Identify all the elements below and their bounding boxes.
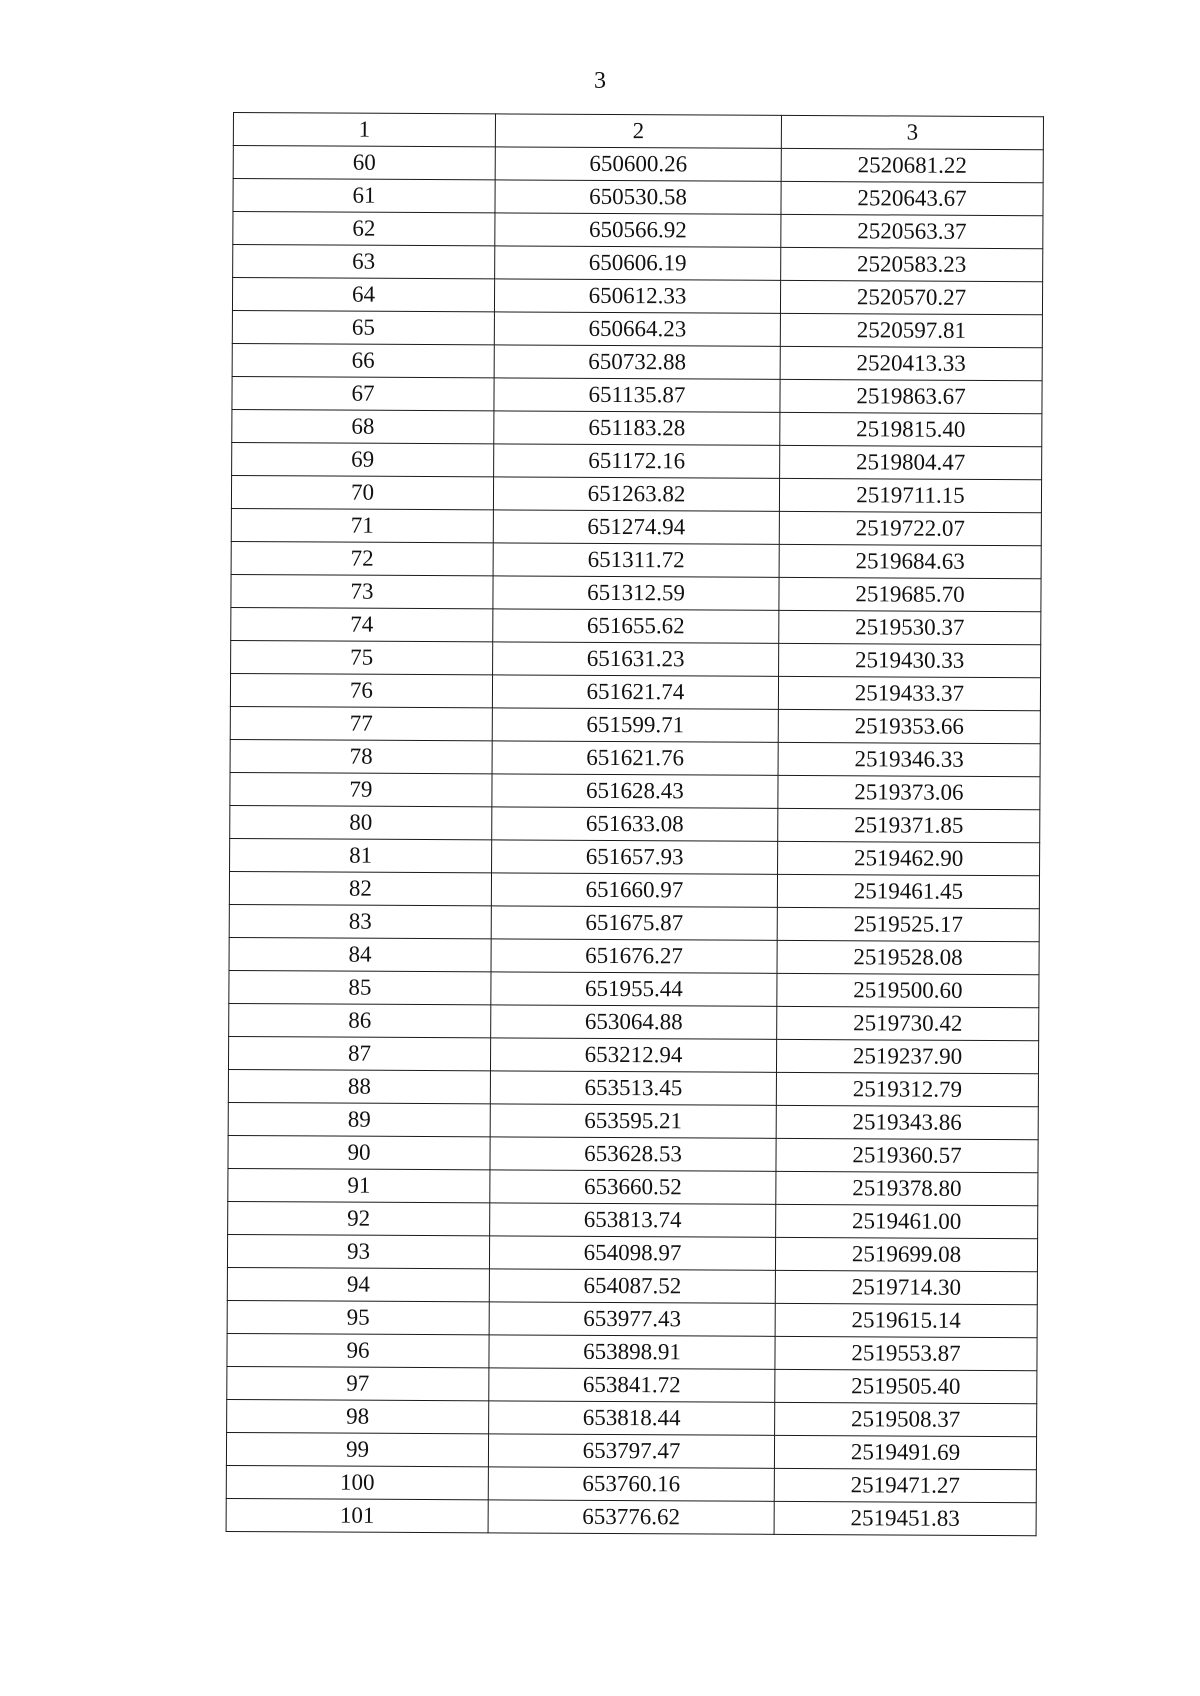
x-coordinate-cell: 651172.16 bbox=[494, 444, 780, 478]
point-number-cell: 76 bbox=[230, 673, 492, 707]
table-row bbox=[229, 937, 1039, 974]
y-coordinate-cell: 2519346.33 bbox=[778, 742, 1040, 776]
y-coordinate-cell: 2520583.23 bbox=[781, 247, 1043, 281]
point-number-cell: 63 bbox=[233, 245, 495, 279]
table-row bbox=[229, 1003, 1039, 1040]
point-number-cell: 80 bbox=[230, 805, 492, 839]
point-number-cell: 95 bbox=[227, 1300, 489, 1334]
y-coordinate-cell: 2519491.69 bbox=[774, 1435, 1036, 1469]
y-coordinate-cell: 2519553.87 bbox=[775, 1336, 1037, 1370]
table-row bbox=[233, 146, 1043, 183]
x-coordinate-cell: 651135.87 bbox=[494, 378, 780, 412]
y-coordinate-cell: 2519528.08 bbox=[777, 940, 1039, 974]
y-coordinate-cell: 2520413.33 bbox=[780, 346, 1042, 380]
point-number-cell: 96 bbox=[227, 1333, 489, 1367]
x-coordinate-cell: 653841.72 bbox=[489, 1368, 775, 1402]
y-coordinate-cell: 2519685.70 bbox=[779, 577, 1041, 611]
table-row bbox=[232, 442, 1042, 479]
x-coordinate-cell: 651628.43 bbox=[492, 774, 778, 808]
point-number-cell: 92 bbox=[228, 1201, 490, 1235]
x-coordinate-cell: 650566.92 bbox=[495, 213, 781, 247]
x-coordinate-cell: 651660.97 bbox=[491, 873, 777, 907]
y-coordinate-cell: 2519505.40 bbox=[775, 1369, 1037, 1403]
y-coordinate-cell: 2519699.08 bbox=[775, 1237, 1037, 1271]
point-number-cell: 75 bbox=[231, 640, 493, 674]
point-number-cell: 69 bbox=[232, 442, 494, 476]
point-number-cell: 82 bbox=[229, 871, 491, 905]
y-coordinate-cell: 2519343.86 bbox=[776, 1105, 1038, 1139]
table-row bbox=[230, 772, 1040, 809]
y-coordinate-cell: 2519530.37 bbox=[779, 610, 1041, 644]
point-number-cell: 100 bbox=[226, 1465, 488, 1499]
y-coordinate-cell: 2520597.81 bbox=[780, 313, 1042, 347]
point-number-cell: 79 bbox=[230, 772, 492, 806]
y-coordinate-cell: 2519615.14 bbox=[775, 1303, 1037, 1337]
y-coordinate-cell: 2519815.40 bbox=[780, 412, 1042, 446]
y-coordinate-cell: 2519730.42 bbox=[777, 1006, 1039, 1040]
point-number-cell: 60 bbox=[233, 146, 495, 180]
table-row bbox=[232, 278, 1042, 315]
y-coordinate-cell: 2519461.00 bbox=[776, 1204, 1038, 1238]
point-number-cell: 99 bbox=[226, 1432, 488, 1466]
x-coordinate-cell: 651657.93 bbox=[492, 840, 778, 874]
x-coordinate-cell: 653660.52 bbox=[490, 1170, 776, 1204]
table-row bbox=[229, 970, 1039, 1007]
y-coordinate-cell: 2519451.83 bbox=[774, 1501, 1036, 1535]
point-number-cell: 84 bbox=[229, 937, 491, 971]
table-row bbox=[232, 409, 1042, 446]
y-coordinate-cell: 2520563.37 bbox=[781, 214, 1043, 248]
y-coordinate-cell: 2519360.57 bbox=[776, 1138, 1038, 1172]
x-coordinate-cell: 651633.08 bbox=[492, 807, 778, 841]
table-row bbox=[229, 871, 1039, 908]
table-row bbox=[228, 1168, 1038, 1205]
table-row bbox=[227, 1267, 1037, 1304]
point-number-cell: 81 bbox=[230, 838, 492, 872]
x-coordinate-cell: 651675.87 bbox=[491, 906, 777, 940]
y-coordinate-cell: 2519430.33 bbox=[779, 643, 1041, 677]
point-number-cell: 73 bbox=[231, 574, 493, 608]
y-coordinate-cell: 2519722.07 bbox=[779, 511, 1041, 545]
y-coordinate-cell: 2519714.30 bbox=[775, 1270, 1037, 1304]
table-row bbox=[227, 1333, 1037, 1370]
table-row bbox=[227, 1300, 1037, 1337]
table-row bbox=[232, 343, 1042, 380]
y-coordinate-cell: 2519237.90 bbox=[776, 1039, 1038, 1073]
y-coordinate-cell: 2519462.90 bbox=[778, 841, 1040, 875]
table-row bbox=[228, 1201, 1038, 1238]
table-body bbox=[226, 113, 1043, 1536]
header-cell-1: 1 bbox=[233, 113, 495, 147]
table-row bbox=[227, 1234, 1037, 1271]
x-coordinate-cell: 653977.43 bbox=[489, 1302, 775, 1336]
y-coordinate-cell: 2519500.60 bbox=[777, 973, 1039, 1007]
x-coordinate-cell: 651655.62 bbox=[493, 609, 779, 643]
header-cell-2: 2 bbox=[495, 114, 781, 148]
point-number-cell: 70 bbox=[231, 475, 493, 509]
x-coordinate-cell: 653628.53 bbox=[490, 1137, 776, 1171]
y-coordinate-cell: 2519353.66 bbox=[778, 709, 1040, 743]
table-header-row bbox=[233, 113, 1043, 150]
y-coordinate-cell: 2519525.17 bbox=[777, 907, 1039, 941]
x-coordinate-cell: 653212.94 bbox=[490, 1038, 776, 1072]
x-coordinate-cell: 650612.33 bbox=[494, 279, 780, 313]
x-coordinate-cell: 650732.88 bbox=[494, 345, 780, 379]
y-coordinate-cell: 2519684.63 bbox=[779, 544, 1041, 578]
coordinates-table-container bbox=[226, 112, 1043, 1536]
x-coordinate-cell: 651183.28 bbox=[494, 411, 780, 445]
y-coordinate-cell: 2520681.22 bbox=[781, 148, 1043, 182]
y-coordinate-cell: 2519433.37 bbox=[778, 676, 1040, 710]
table-row bbox=[231, 508, 1041, 545]
table-row bbox=[228, 1102, 1038, 1139]
point-number-cell: 87 bbox=[228, 1036, 490, 1070]
y-coordinate-cell: 2519371.85 bbox=[778, 808, 1040, 842]
table-row bbox=[231, 574, 1041, 611]
table-row bbox=[229, 904, 1039, 941]
x-coordinate-cell: 651631.23 bbox=[493, 642, 779, 676]
table-row bbox=[233, 179, 1043, 216]
point-number-cell: 85 bbox=[229, 970, 491, 1004]
table-row bbox=[226, 1498, 1036, 1535]
point-number-cell: 66 bbox=[232, 343, 494, 377]
y-coordinate-cell: 2519508.37 bbox=[775, 1402, 1037, 1436]
point-number-cell: 90 bbox=[228, 1135, 490, 1169]
table-row bbox=[227, 1399, 1037, 1436]
point-number-cell: 64 bbox=[232, 278, 494, 312]
x-coordinate-cell: 651676.27 bbox=[491, 939, 777, 973]
table-row bbox=[231, 475, 1041, 512]
x-coordinate-cell: 651955.44 bbox=[491, 972, 777, 1006]
table-row bbox=[231, 541, 1041, 578]
point-number-cell: 62 bbox=[233, 212, 495, 246]
y-coordinate-cell: 2519471.27 bbox=[774, 1468, 1036, 1502]
table-row bbox=[226, 1432, 1036, 1469]
point-number-cell: 61 bbox=[233, 179, 495, 213]
x-coordinate-cell: 651621.76 bbox=[492, 741, 778, 775]
x-coordinate-cell: 653797.47 bbox=[488, 1434, 774, 1468]
x-coordinate-cell: 653513.45 bbox=[490, 1071, 776, 1105]
table-row bbox=[231, 607, 1041, 644]
y-coordinate-cell: 2519373.06 bbox=[778, 775, 1040, 809]
table-row bbox=[233, 212, 1043, 249]
y-coordinate-cell: 2520643.67 bbox=[781, 181, 1043, 215]
y-coordinate-cell: 2519804.47 bbox=[780, 445, 1042, 479]
x-coordinate-cell: 653064.88 bbox=[491, 1005, 777, 1039]
y-coordinate-cell: 2519711.15 bbox=[779, 478, 1041, 512]
x-coordinate-cell: 651274.94 bbox=[493, 510, 779, 544]
point-number-cell: 86 bbox=[229, 1003, 491, 1037]
x-coordinate-cell: 654098.97 bbox=[489, 1236, 775, 1270]
point-number-cell: 101 bbox=[226, 1498, 488, 1532]
point-number-cell: 98 bbox=[227, 1399, 489, 1433]
point-number-cell: 71 bbox=[231, 508, 493, 542]
x-coordinate-cell: 653813.74 bbox=[490, 1203, 776, 1237]
x-coordinate-cell: 650606.19 bbox=[495, 246, 781, 280]
page-number: 3 bbox=[594, 68, 606, 94]
table-row bbox=[230, 706, 1040, 743]
point-number-cell: 83 bbox=[229, 904, 491, 938]
x-coordinate-cell: 653898.91 bbox=[489, 1335, 775, 1369]
point-number-cell: 91 bbox=[228, 1168, 490, 1202]
x-coordinate-cell: 653818.44 bbox=[489, 1401, 775, 1435]
table-row bbox=[228, 1135, 1038, 1172]
point-number-cell: 94 bbox=[227, 1267, 489, 1301]
x-coordinate-cell: 651263.82 bbox=[493, 477, 779, 511]
point-number-cell: 88 bbox=[228, 1069, 490, 1103]
point-number-cell: 68 bbox=[232, 409, 494, 443]
x-coordinate-cell: 653595.21 bbox=[490, 1104, 776, 1138]
point-number-cell: 97 bbox=[227, 1366, 489, 1400]
point-number-cell: 77 bbox=[230, 706, 492, 740]
y-coordinate-cell: 2520570.27 bbox=[780, 280, 1042, 314]
x-coordinate-cell: 651311.72 bbox=[493, 543, 779, 577]
x-coordinate-cell: 651621.74 bbox=[492, 675, 778, 709]
y-coordinate-cell: 2519863.67 bbox=[780, 379, 1042, 413]
point-number-cell: 72 bbox=[231, 541, 493, 575]
table-row bbox=[231, 640, 1041, 677]
table-row bbox=[233, 245, 1043, 282]
y-coordinate-cell: 2519378.80 bbox=[776, 1171, 1038, 1205]
table-row bbox=[230, 805, 1040, 842]
x-coordinate-cell: 650664.23 bbox=[494, 312, 780, 346]
y-coordinate-cell: 2519461.45 bbox=[777, 874, 1039, 908]
x-coordinate-cell: 653760.16 bbox=[488, 1467, 774, 1501]
table-row bbox=[226, 1465, 1036, 1502]
point-number-cell: 89 bbox=[228, 1102, 490, 1136]
table-row bbox=[230, 673, 1040, 710]
x-coordinate-cell: 651312.59 bbox=[493, 576, 779, 610]
point-number-cell: 93 bbox=[227, 1234, 489, 1268]
x-coordinate-cell: 651599.71 bbox=[492, 708, 778, 742]
coordinates-table bbox=[226, 112, 1044, 1536]
point-number-cell: 67 bbox=[232, 376, 494, 410]
table-row bbox=[232, 376, 1042, 413]
point-number-cell: 65 bbox=[232, 310, 494, 344]
table-row bbox=[230, 838, 1040, 875]
x-coordinate-cell: 650530.58 bbox=[495, 180, 781, 214]
header-cell-3: 3 bbox=[781, 115, 1043, 149]
table-row bbox=[228, 1036, 1038, 1073]
table-row bbox=[232, 310, 1042, 347]
x-coordinate-cell: 653776.62 bbox=[488, 1500, 774, 1534]
y-coordinate-cell: 2519312.79 bbox=[776, 1072, 1038, 1106]
table-row bbox=[228, 1069, 1038, 1106]
table-row bbox=[227, 1366, 1037, 1403]
x-coordinate-cell: 654087.52 bbox=[489, 1269, 775, 1303]
point-number-cell: 78 bbox=[230, 739, 492, 773]
x-coordinate-cell: 650600.26 bbox=[495, 147, 781, 181]
point-number-cell: 74 bbox=[231, 607, 493, 641]
table-row bbox=[230, 739, 1040, 776]
